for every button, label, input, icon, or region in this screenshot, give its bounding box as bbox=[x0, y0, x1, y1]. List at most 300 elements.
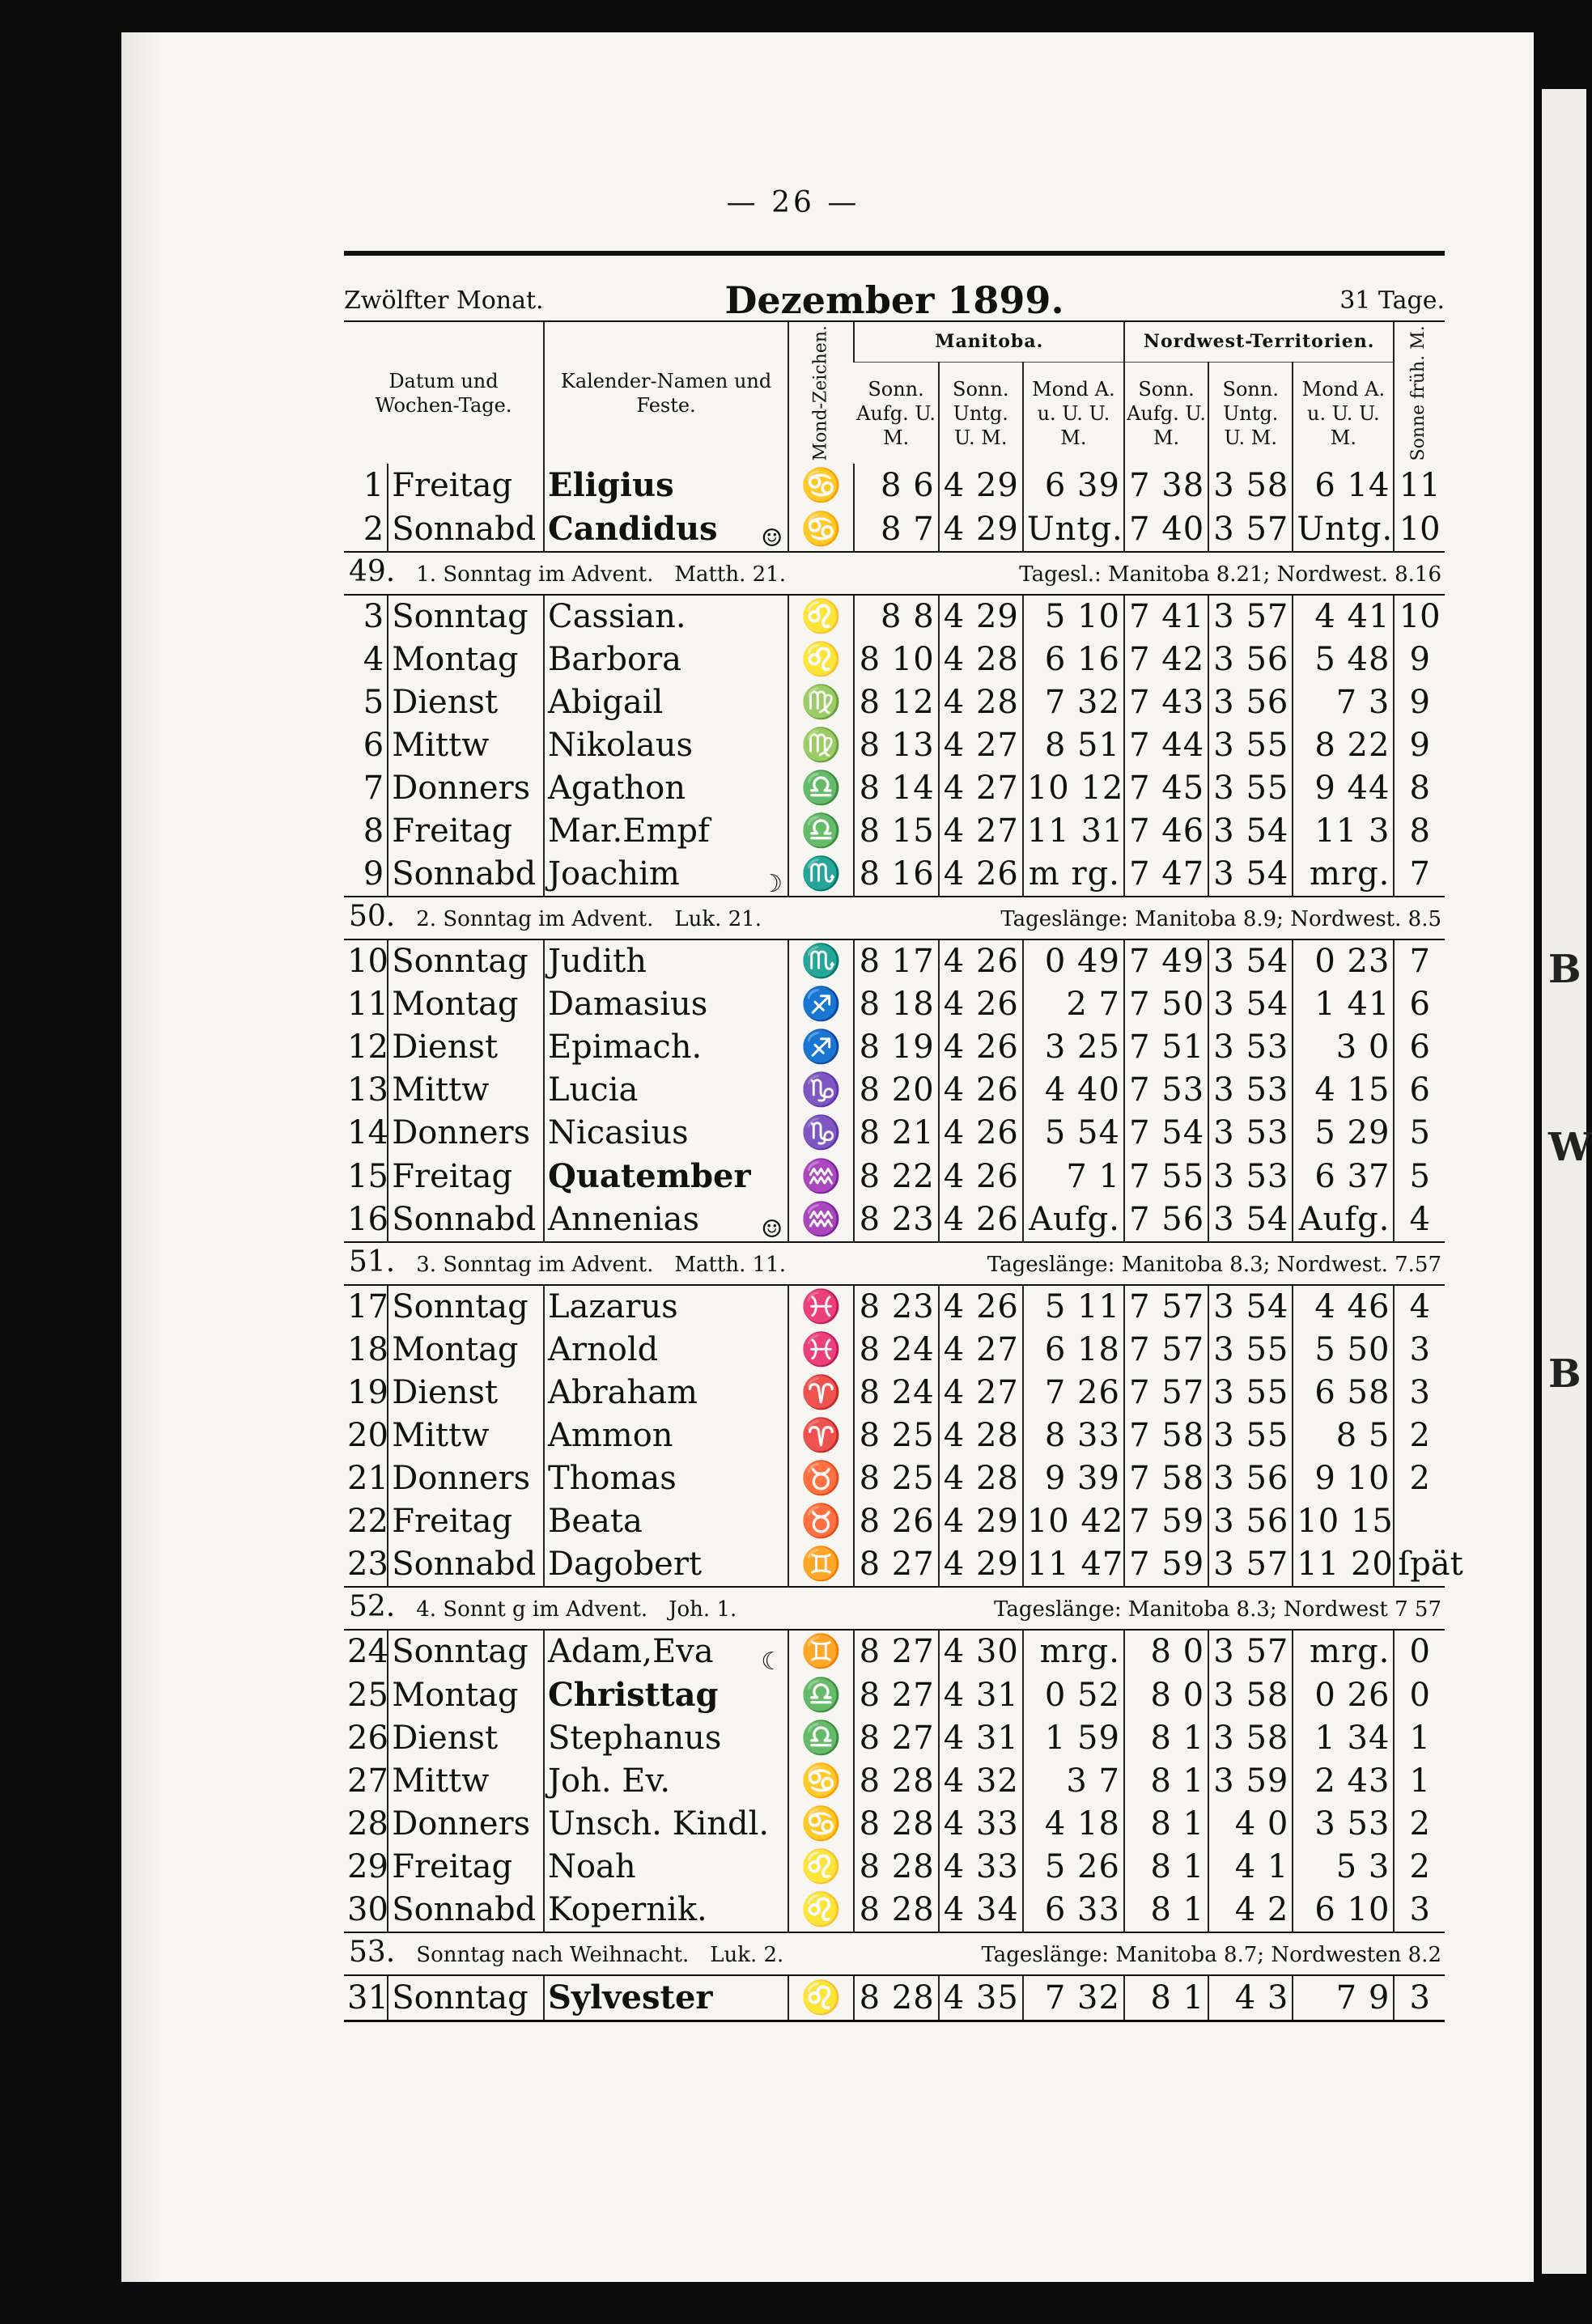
cell-m-moon: 6 18 bbox=[1023, 1329, 1124, 1372]
cell-last: 3 bbox=[1394, 1975, 1445, 2021]
margin-letter: W bbox=[1548, 1125, 1592, 1170]
cell-m-set: 4 29 bbox=[939, 507, 1023, 552]
cell-day: 6 bbox=[363, 727, 384, 765]
cell-m-rise: 8 15 bbox=[854, 810, 938, 853]
cell-weekday: Freitag bbox=[388, 1500, 544, 1543]
cell-m-rise: 8 23 bbox=[854, 1285, 938, 1329]
cell-n-moon: 11 3 bbox=[1293, 810, 1394, 853]
cell-last bbox=[1394, 1500, 1445, 1543]
zodiac-sign-icon: ♍ bbox=[788, 681, 854, 724]
cell-n-rise: 7 50 bbox=[1124, 983, 1208, 1026]
zodiac-sign-icon: ♐ bbox=[788, 983, 854, 1026]
day-row bbox=[344, 1630, 1445, 1673]
cell-day: 28 bbox=[347, 1805, 388, 1843]
cell-m-rise: 8 25 bbox=[854, 1457, 938, 1500]
cell-day: 30 bbox=[347, 1891, 388, 1929]
cell-weekday: Sonntag bbox=[388, 1975, 544, 2021]
zodiac-sign-icon: ♌ bbox=[788, 1846, 854, 1889]
day-row bbox=[344, 1414, 1445, 1457]
zodiac-sign-icon: ♎ bbox=[788, 1717, 854, 1760]
week-sunday: Sonntag nach Weihnacht. bbox=[416, 1943, 690, 1968]
cell-m-set: 4 26 bbox=[939, 1026, 1023, 1069]
cell-last: 1 bbox=[1394, 1760, 1445, 1803]
cell-n-set: 3 54 bbox=[1208, 939, 1293, 983]
cell-m-set: 4 29 bbox=[939, 1500, 1023, 1543]
calendar-body bbox=[344, 464, 1463, 2021]
cell-n-rise: 7 38 bbox=[1124, 464, 1208, 507]
cell-n-set: 4 2 bbox=[1208, 1889, 1293, 1932]
feast-name: Thomas bbox=[547, 1460, 677, 1498]
week-number: 53. bbox=[349, 1936, 396, 1970]
cell-last: 10 bbox=[1394, 507, 1445, 552]
cell-m-set: 4 33 bbox=[939, 1846, 1023, 1889]
week-day-length: Tageslänge: Manitoba 8.3; Nordwest 7 57 bbox=[994, 1597, 1441, 1622]
cell-day: 26 bbox=[347, 1720, 388, 1758]
cell-n-set: 3 53 bbox=[1208, 1026, 1293, 1069]
cell-weekday: Sonnabd bbox=[388, 507, 544, 552]
col-date: Datum und Wochen-Tage. bbox=[375, 369, 512, 417]
cell-weekday: Sonnabd bbox=[388, 1543, 544, 1587]
month-ordinal: Zwölfter Monat. bbox=[344, 286, 544, 315]
day-row bbox=[344, 1457, 1445, 1500]
cell-n-set: 3 55 bbox=[1208, 767, 1293, 810]
cell-n-moon: 4 46 bbox=[1293, 1285, 1394, 1329]
cell-n-moon: 2 43 bbox=[1293, 1760, 1394, 1803]
cell-m-moon: 10 42 bbox=[1023, 1500, 1124, 1543]
cell-m-set: 4 26 bbox=[939, 1069, 1023, 1112]
cell-n-rise: 7 58 bbox=[1124, 1457, 1208, 1500]
cell-m-rise: 8 26 bbox=[854, 1500, 938, 1543]
day-row bbox=[344, 507, 1445, 552]
cell-m-moon: Untg. bbox=[1023, 507, 1124, 552]
cell-n-moon: 9 10 bbox=[1293, 1457, 1394, 1500]
feast-name: Abigail bbox=[547, 684, 664, 722]
cell-m-moon: 5 11 bbox=[1023, 1285, 1124, 1329]
margin-letter: B bbox=[1548, 1351, 1581, 1397]
cell-m-rise: 8 6 bbox=[854, 464, 938, 507]
cell-n-set: 3 56 bbox=[1208, 638, 1293, 681]
zodiac-sign-icon: ♈ bbox=[788, 1372, 854, 1414]
cell-m-moon: 4 18 bbox=[1023, 1803, 1124, 1846]
day-row bbox=[344, 1026, 1445, 1069]
cell-n-set: 3 55 bbox=[1208, 1372, 1293, 1414]
cell-day: 25 bbox=[347, 1676, 388, 1714]
cell-name bbox=[544, 1975, 788, 2021]
cell-m-set: 4 26 bbox=[939, 1155, 1023, 1198]
cell-n-set: 3 58 bbox=[1208, 1673, 1293, 1717]
zodiac-sign-icon: ♎ bbox=[788, 767, 854, 810]
feast-name: Epimach. bbox=[547, 1028, 703, 1067]
cell-m-set: 4 28 bbox=[939, 681, 1023, 724]
cell-n-rise: 7 57 bbox=[1124, 1372, 1208, 1414]
cell-m-rise: 8 25 bbox=[854, 1414, 938, 1457]
cell-m-rise: 8 22 bbox=[854, 1155, 938, 1198]
cell-n-moon: 3 53 bbox=[1293, 1803, 1394, 1846]
cell-m-set: 4 27 bbox=[939, 1372, 1023, 1414]
cell-n-moon: 1 41 bbox=[1293, 983, 1394, 1026]
zodiac-sign-icon: ♋ bbox=[788, 1760, 854, 1803]
week-gospel: Matth. 21. bbox=[674, 562, 786, 587]
cell-m-moon: 7 26 bbox=[1023, 1372, 1124, 1414]
cell-name bbox=[544, 1673, 788, 1717]
feast-name: Noah bbox=[547, 1848, 636, 1886]
cell-n-moon: Untg. bbox=[1293, 507, 1394, 552]
cell-m-rise: 8 24 bbox=[854, 1329, 938, 1372]
col-signs: Mond-Zeichen. bbox=[788, 322, 854, 464]
cell-weekday: Freitag bbox=[388, 464, 544, 507]
month-title: Dezember 1899. bbox=[724, 278, 1064, 322]
cell-m-set: 4 31 bbox=[939, 1717, 1023, 1760]
cell-n-set: 3 53 bbox=[1208, 1112, 1293, 1155]
cell-name bbox=[544, 1760, 788, 1803]
cell-m-set: 4 33 bbox=[939, 1803, 1023, 1846]
week-gospel: Matth. 11. bbox=[674, 1253, 786, 1278]
day-row bbox=[344, 1500, 1445, 1543]
cell-weekday: Donners bbox=[388, 1457, 544, 1500]
cell-m-set: 4 27 bbox=[939, 767, 1023, 810]
cell-last: 8 bbox=[1394, 810, 1445, 853]
col-group-manitoba: Manitoba. bbox=[854, 322, 1123, 362]
cell-name bbox=[544, 464, 788, 507]
cell-n-moon: 8 22 bbox=[1293, 724, 1394, 767]
week-number: 49. bbox=[349, 555, 396, 589]
cell-day: 24 bbox=[347, 1633, 388, 1671]
zodiac-sign-icon: ♌ bbox=[788, 1975, 854, 2021]
cell-n-set: 3 57 bbox=[1208, 595, 1293, 638]
cell-m-set: 4 28 bbox=[939, 1457, 1023, 1500]
cell-weekday: Mittw bbox=[388, 1414, 544, 1457]
cell-n-rise: 7 59 bbox=[1124, 1543, 1208, 1587]
week-header-row bbox=[344, 1932, 1445, 1975]
cell-n-set: 3 53 bbox=[1208, 1069, 1293, 1112]
feast-name: Adam,Eva bbox=[547, 1633, 714, 1671]
cell-name bbox=[544, 1112, 788, 1155]
cell-m-set: 4 28 bbox=[939, 1414, 1023, 1457]
cell-n-rise: 7 45 bbox=[1124, 767, 1208, 810]
feast-name: Barbora bbox=[547, 641, 681, 679]
day-row bbox=[344, 464, 1445, 507]
day-row bbox=[344, 724, 1445, 767]
cell-m-set: 4 31 bbox=[939, 1673, 1023, 1717]
cell-name bbox=[544, 1717, 788, 1760]
cell-weekday: Mittw bbox=[388, 1069, 544, 1112]
feast-name: Unsch. Kindl. bbox=[547, 1805, 770, 1843]
week-gospel: Joh. 1. bbox=[669, 1597, 737, 1622]
feast-name: Abraham bbox=[547, 1374, 698, 1412]
cell-n-set: 3 58 bbox=[1208, 464, 1293, 507]
cell-n-set: 3 54 bbox=[1208, 810, 1293, 853]
cell-day: 5 bbox=[363, 684, 384, 722]
cell-m-set: 4 28 bbox=[939, 638, 1023, 681]
cell-name bbox=[544, 1155, 788, 1198]
day-row bbox=[344, 1329, 1445, 1372]
zodiac-sign-icon: ♉ bbox=[788, 1500, 854, 1543]
cell-weekday: Sonnabd bbox=[388, 1889, 544, 1932]
cell-m-rise: 8 27 bbox=[854, 1673, 938, 1717]
cell-name bbox=[544, 1069, 788, 1112]
week-gospel: Luk. 21. bbox=[674, 907, 762, 932]
cell-n-rise: 7 51 bbox=[1124, 1026, 1208, 1069]
cell-m-rise: 8 28 bbox=[854, 1889, 938, 1932]
cell-m-moon: mrg. bbox=[1023, 1630, 1124, 1673]
col-sonne-frueh: Sonne früh. M. bbox=[1394, 322, 1445, 464]
cell-n-rise: 7 53 bbox=[1124, 1069, 1208, 1112]
week-sunday: 1. Sonntag im Advent. bbox=[416, 562, 654, 587]
cell-weekday: Dienst bbox=[388, 1026, 544, 1069]
zodiac-sign-icon: ♌ bbox=[788, 638, 854, 681]
cell-n-rise: 7 56 bbox=[1124, 1198, 1208, 1242]
cell-n-moon: mrg. bbox=[1293, 1630, 1394, 1673]
cell-n-moon: 3 0 bbox=[1293, 1026, 1394, 1069]
week-day-length: Tageslänge: Manitoba 8.3; Nordwest. 7.57 bbox=[987, 1253, 1441, 1278]
cell-weekday: Dienst bbox=[388, 1717, 544, 1760]
cell-day: 23 bbox=[347, 1546, 388, 1584]
week-header-row bbox=[344, 897, 1445, 939]
cell-m-set: 4 26 bbox=[939, 853, 1023, 897]
cell-weekday: Dienst bbox=[388, 1372, 544, 1414]
cell-m-moon: 0 49 bbox=[1023, 939, 1124, 983]
week-day-length: Tagesl.: Manitoba 8.21; Nordwest. 8.16 bbox=[1019, 562, 1441, 587]
cell-day: 27 bbox=[347, 1762, 388, 1800]
feast-name: Agathon bbox=[547, 770, 686, 808]
page-gutter bbox=[121, 32, 160, 2282]
cell-name bbox=[544, 1026, 788, 1069]
cell-n-rise: 7 57 bbox=[1124, 1329, 1208, 1372]
cell-n-set: 3 56 bbox=[1208, 681, 1293, 724]
cell-n-rise: 8 0 bbox=[1124, 1630, 1208, 1673]
cell-day: 22 bbox=[347, 1503, 388, 1541]
cell-n-moon: mrg. bbox=[1293, 853, 1394, 897]
cell-day: 29 bbox=[347, 1848, 388, 1886]
zodiac-sign-icon: ♌ bbox=[788, 595, 854, 638]
zodiac-sign-icon: ♎ bbox=[788, 1673, 854, 1717]
zodiac-sign-icon: ♈ bbox=[788, 1414, 854, 1457]
cell-n-set: 3 56 bbox=[1208, 1500, 1293, 1543]
cell-weekday: Mittw bbox=[388, 1760, 544, 1803]
cell-n-set: 3 53 bbox=[1208, 1155, 1293, 1198]
cell-n-rise: 7 58 bbox=[1124, 1414, 1208, 1457]
cell-n-set: 3 57 bbox=[1208, 1630, 1293, 1673]
cell-weekday: Sonnabd bbox=[388, 853, 544, 897]
cell-n-rise: 7 42 bbox=[1124, 638, 1208, 681]
cell-last: ſpät bbox=[1394, 1543, 1445, 1587]
col-n-sun-set: Sonn. Untg. U. M. bbox=[1208, 362, 1293, 464]
cell-day: 31 bbox=[344, 1975, 388, 2021]
week-sunday: 3. Sonntag im Advent. bbox=[416, 1253, 654, 1278]
zodiac-sign-icon: ♑ bbox=[788, 1069, 854, 1112]
cell-n-rise: 8 1 bbox=[1124, 1803, 1208, 1846]
day-row bbox=[344, 1975, 1445, 2021]
cell-n-set: 3 54 bbox=[1208, 983, 1293, 1026]
cell-n-moon: 6 10 bbox=[1293, 1889, 1394, 1932]
zodiac-sign-icon: ♏ bbox=[788, 939, 854, 983]
week-number: 52. bbox=[349, 1590, 396, 1624]
cell-n-rise: 7 59 bbox=[1124, 1500, 1208, 1543]
cell-weekday: Montag bbox=[388, 638, 544, 681]
col-m-sun-set: Sonn. Untg. U. M. bbox=[939, 362, 1023, 464]
cell-name bbox=[544, 983, 788, 1026]
feast-name: Damasius bbox=[547, 986, 708, 1024]
calendar-table bbox=[344, 322, 1463, 2022]
cell-day: 10 bbox=[347, 943, 388, 981]
week-sunday: 2. Sonntag im Advent. bbox=[416, 907, 654, 932]
cell-m-rise: 8 17 bbox=[854, 939, 938, 983]
cell-m-set: 4 27 bbox=[939, 810, 1023, 853]
cell-m-set: 4 26 bbox=[939, 983, 1023, 1026]
adjacent-page-edge bbox=[1542, 89, 1592, 2274]
cell-m-rise: 8 27 bbox=[854, 1543, 938, 1587]
cell-m-rise: 8 28 bbox=[854, 1975, 938, 2021]
cell-m-rise: 8 20 bbox=[854, 1069, 938, 1112]
cell-last: 6 bbox=[1394, 1026, 1445, 1069]
cell-m-set: 4 29 bbox=[939, 1543, 1023, 1587]
cell-last: 6 bbox=[1394, 1069, 1445, 1112]
cell-m-moon: 11 31 bbox=[1023, 810, 1124, 853]
cell-m-moon: 2 7 bbox=[1023, 983, 1124, 1026]
zodiac-sign-icon: ♐ bbox=[788, 1026, 854, 1069]
zodiac-sign-icon: ♒ bbox=[788, 1155, 854, 1198]
cell-weekday: Freitag bbox=[388, 1155, 544, 1198]
cell-m-set: 4 27 bbox=[939, 1329, 1023, 1372]
cell-last: 4 bbox=[1394, 1285, 1445, 1329]
cell-m-moon: 7 32 bbox=[1023, 1975, 1124, 2021]
feast-name: Ammon bbox=[547, 1417, 673, 1455]
cell-day: 4 bbox=[363, 641, 384, 679]
margin-letter: B bbox=[1548, 947, 1581, 992]
day-row bbox=[344, 1372, 1445, 1414]
week-day-length: Tageslänge: Manitoba 8.7; Nordwesten 8.2 bbox=[981, 1943, 1441, 1968]
cell-day: 9 bbox=[363, 855, 384, 893]
cell-m-moon: 11 47 bbox=[1023, 1543, 1124, 1587]
cell-n-moon: 4 41 bbox=[1293, 595, 1394, 638]
cell-last: 9 bbox=[1394, 681, 1445, 724]
cell-m-rise: 8 16 bbox=[854, 853, 938, 897]
zodiac-sign-icon: ♊ bbox=[788, 1543, 854, 1587]
week-gospel: Luk. 2. bbox=[710, 1943, 784, 1968]
cell-m-moon: 6 33 bbox=[1023, 1889, 1124, 1932]
feast-name: Judith bbox=[547, 943, 647, 981]
cell-last: 9 bbox=[1394, 638, 1445, 681]
cell-last: 10 bbox=[1394, 595, 1445, 638]
cell-n-moon: 6 14 bbox=[1293, 464, 1394, 507]
cell-m-set: 4 26 bbox=[939, 1198, 1023, 1242]
cell-name bbox=[544, 767, 788, 810]
cell-m-moon: 5 54 bbox=[1023, 1112, 1124, 1155]
cell-n-rise: 7 54 bbox=[1124, 1112, 1208, 1155]
cell-m-set: 4 26 bbox=[939, 1112, 1023, 1155]
cell-m-rise: 8 28 bbox=[854, 1846, 938, 1889]
cell-n-moon: 1 34 bbox=[1293, 1717, 1394, 1760]
cell-m-moon: Aufg. bbox=[1023, 1198, 1124, 1242]
cell-n-rise: 7 57 bbox=[1124, 1285, 1208, 1329]
day-row bbox=[344, 1846, 1445, 1889]
cell-m-set: 4 29 bbox=[939, 464, 1023, 507]
cell-last: 11 bbox=[1394, 464, 1445, 507]
cell-n-rise: 7 46 bbox=[1124, 810, 1208, 853]
cell-m-rise: 8 21 bbox=[854, 1112, 938, 1155]
cell-weekday: Montag bbox=[388, 1329, 544, 1372]
day-row bbox=[344, 1717, 1445, 1760]
cell-name bbox=[544, 1457, 788, 1500]
feast-name: Lucia bbox=[547, 1071, 639, 1109]
cell-m-set: 4 30 bbox=[939, 1630, 1023, 1673]
cell-m-rise: 8 10 bbox=[854, 638, 938, 681]
col-n-sun-rise: Sonn. Aufg. U. M. bbox=[1124, 362, 1208, 464]
cell-name bbox=[544, 1630, 788, 1677]
col-n-moon: Mond A. u. U. U. M. bbox=[1293, 362, 1394, 464]
feast-name: Beata bbox=[547, 1503, 643, 1541]
cell-day: 2 bbox=[363, 510, 384, 548]
cell-n-rise: 8 0 bbox=[1124, 1673, 1208, 1717]
moon-phase-icon: ☽ bbox=[761, 870, 783, 899]
cell-m-rise: 8 27 bbox=[854, 1630, 938, 1673]
cell-m-rise: 8 19 bbox=[854, 1026, 938, 1069]
feast-name: Kopernik. bbox=[547, 1891, 707, 1929]
cell-m-moon: 7 1 bbox=[1023, 1155, 1124, 1198]
feast-name: Joachim bbox=[547, 855, 680, 893]
cell-m-moon: 6 39 bbox=[1023, 464, 1124, 507]
cell-name bbox=[544, 939, 788, 983]
cell-weekday: Sonnabd bbox=[388, 1198, 544, 1242]
cell-name bbox=[544, 1889, 788, 1932]
cell-day: 14 bbox=[347, 1114, 388, 1152]
cell-name bbox=[544, 595, 788, 638]
cell-name bbox=[544, 1803, 788, 1846]
cell-weekday: Sonntag bbox=[388, 939, 544, 983]
cell-last: 8 bbox=[1394, 767, 1445, 810]
feast-name: Annenias bbox=[547, 1201, 699, 1239]
cell-n-moon: 5 3 bbox=[1293, 1846, 1394, 1889]
day-row bbox=[344, 1112, 1445, 1155]
cell-day: 7 bbox=[363, 770, 384, 808]
cell-n-moon: 4 15 bbox=[1293, 1069, 1394, 1112]
cell-name bbox=[544, 1329, 788, 1372]
day-row bbox=[344, 939, 1445, 983]
cell-n-moon: Aufg. bbox=[1293, 1198, 1394, 1242]
page-number: — 26 — bbox=[726, 186, 860, 219]
zodiac-sign-icon: ♓ bbox=[788, 1329, 854, 1372]
cell-n-set: 3 54 bbox=[1208, 1285, 1293, 1329]
week-header-row bbox=[344, 1587, 1445, 1630]
cell-day: 20 bbox=[347, 1417, 388, 1455]
zodiac-sign-icon: ♋ bbox=[788, 464, 854, 507]
cell-n-moon: 5 48 bbox=[1293, 638, 1394, 681]
day-row bbox=[344, 767, 1445, 810]
cell-weekday: Sonntag bbox=[388, 595, 544, 638]
day-row bbox=[344, 810, 1445, 853]
cell-day: 15 bbox=[347, 1157, 388, 1195]
cell-m-rise: 8 27 bbox=[854, 1717, 938, 1760]
cell-n-set: 3 54 bbox=[1208, 1198, 1293, 1242]
cell-m-rise: 8 24 bbox=[854, 1372, 938, 1414]
cell-name bbox=[544, 1414, 788, 1457]
cell-n-set: 3 54 bbox=[1208, 853, 1293, 897]
cell-m-moon: 1 59 bbox=[1023, 1717, 1124, 1760]
day-row bbox=[344, 983, 1445, 1026]
zodiac-sign-icon: ♎ bbox=[788, 810, 854, 853]
cell-n-rise: 7 49 bbox=[1124, 939, 1208, 983]
cell-weekday: Mittw bbox=[388, 724, 544, 767]
cell-day: 13 bbox=[347, 1071, 388, 1109]
cell-n-moon: 6 37 bbox=[1293, 1155, 1394, 1198]
cell-m-rise: 8 12 bbox=[854, 681, 938, 724]
cell-last: 2 bbox=[1394, 1803, 1445, 1846]
cell-m-moon: 10 12 bbox=[1023, 767, 1124, 810]
cell-m-moon: 8 51 bbox=[1023, 724, 1124, 767]
day-row bbox=[344, 1069, 1445, 1112]
feast-name: Arnold bbox=[547, 1331, 659, 1369]
week-number: 50. bbox=[349, 900, 396, 934]
